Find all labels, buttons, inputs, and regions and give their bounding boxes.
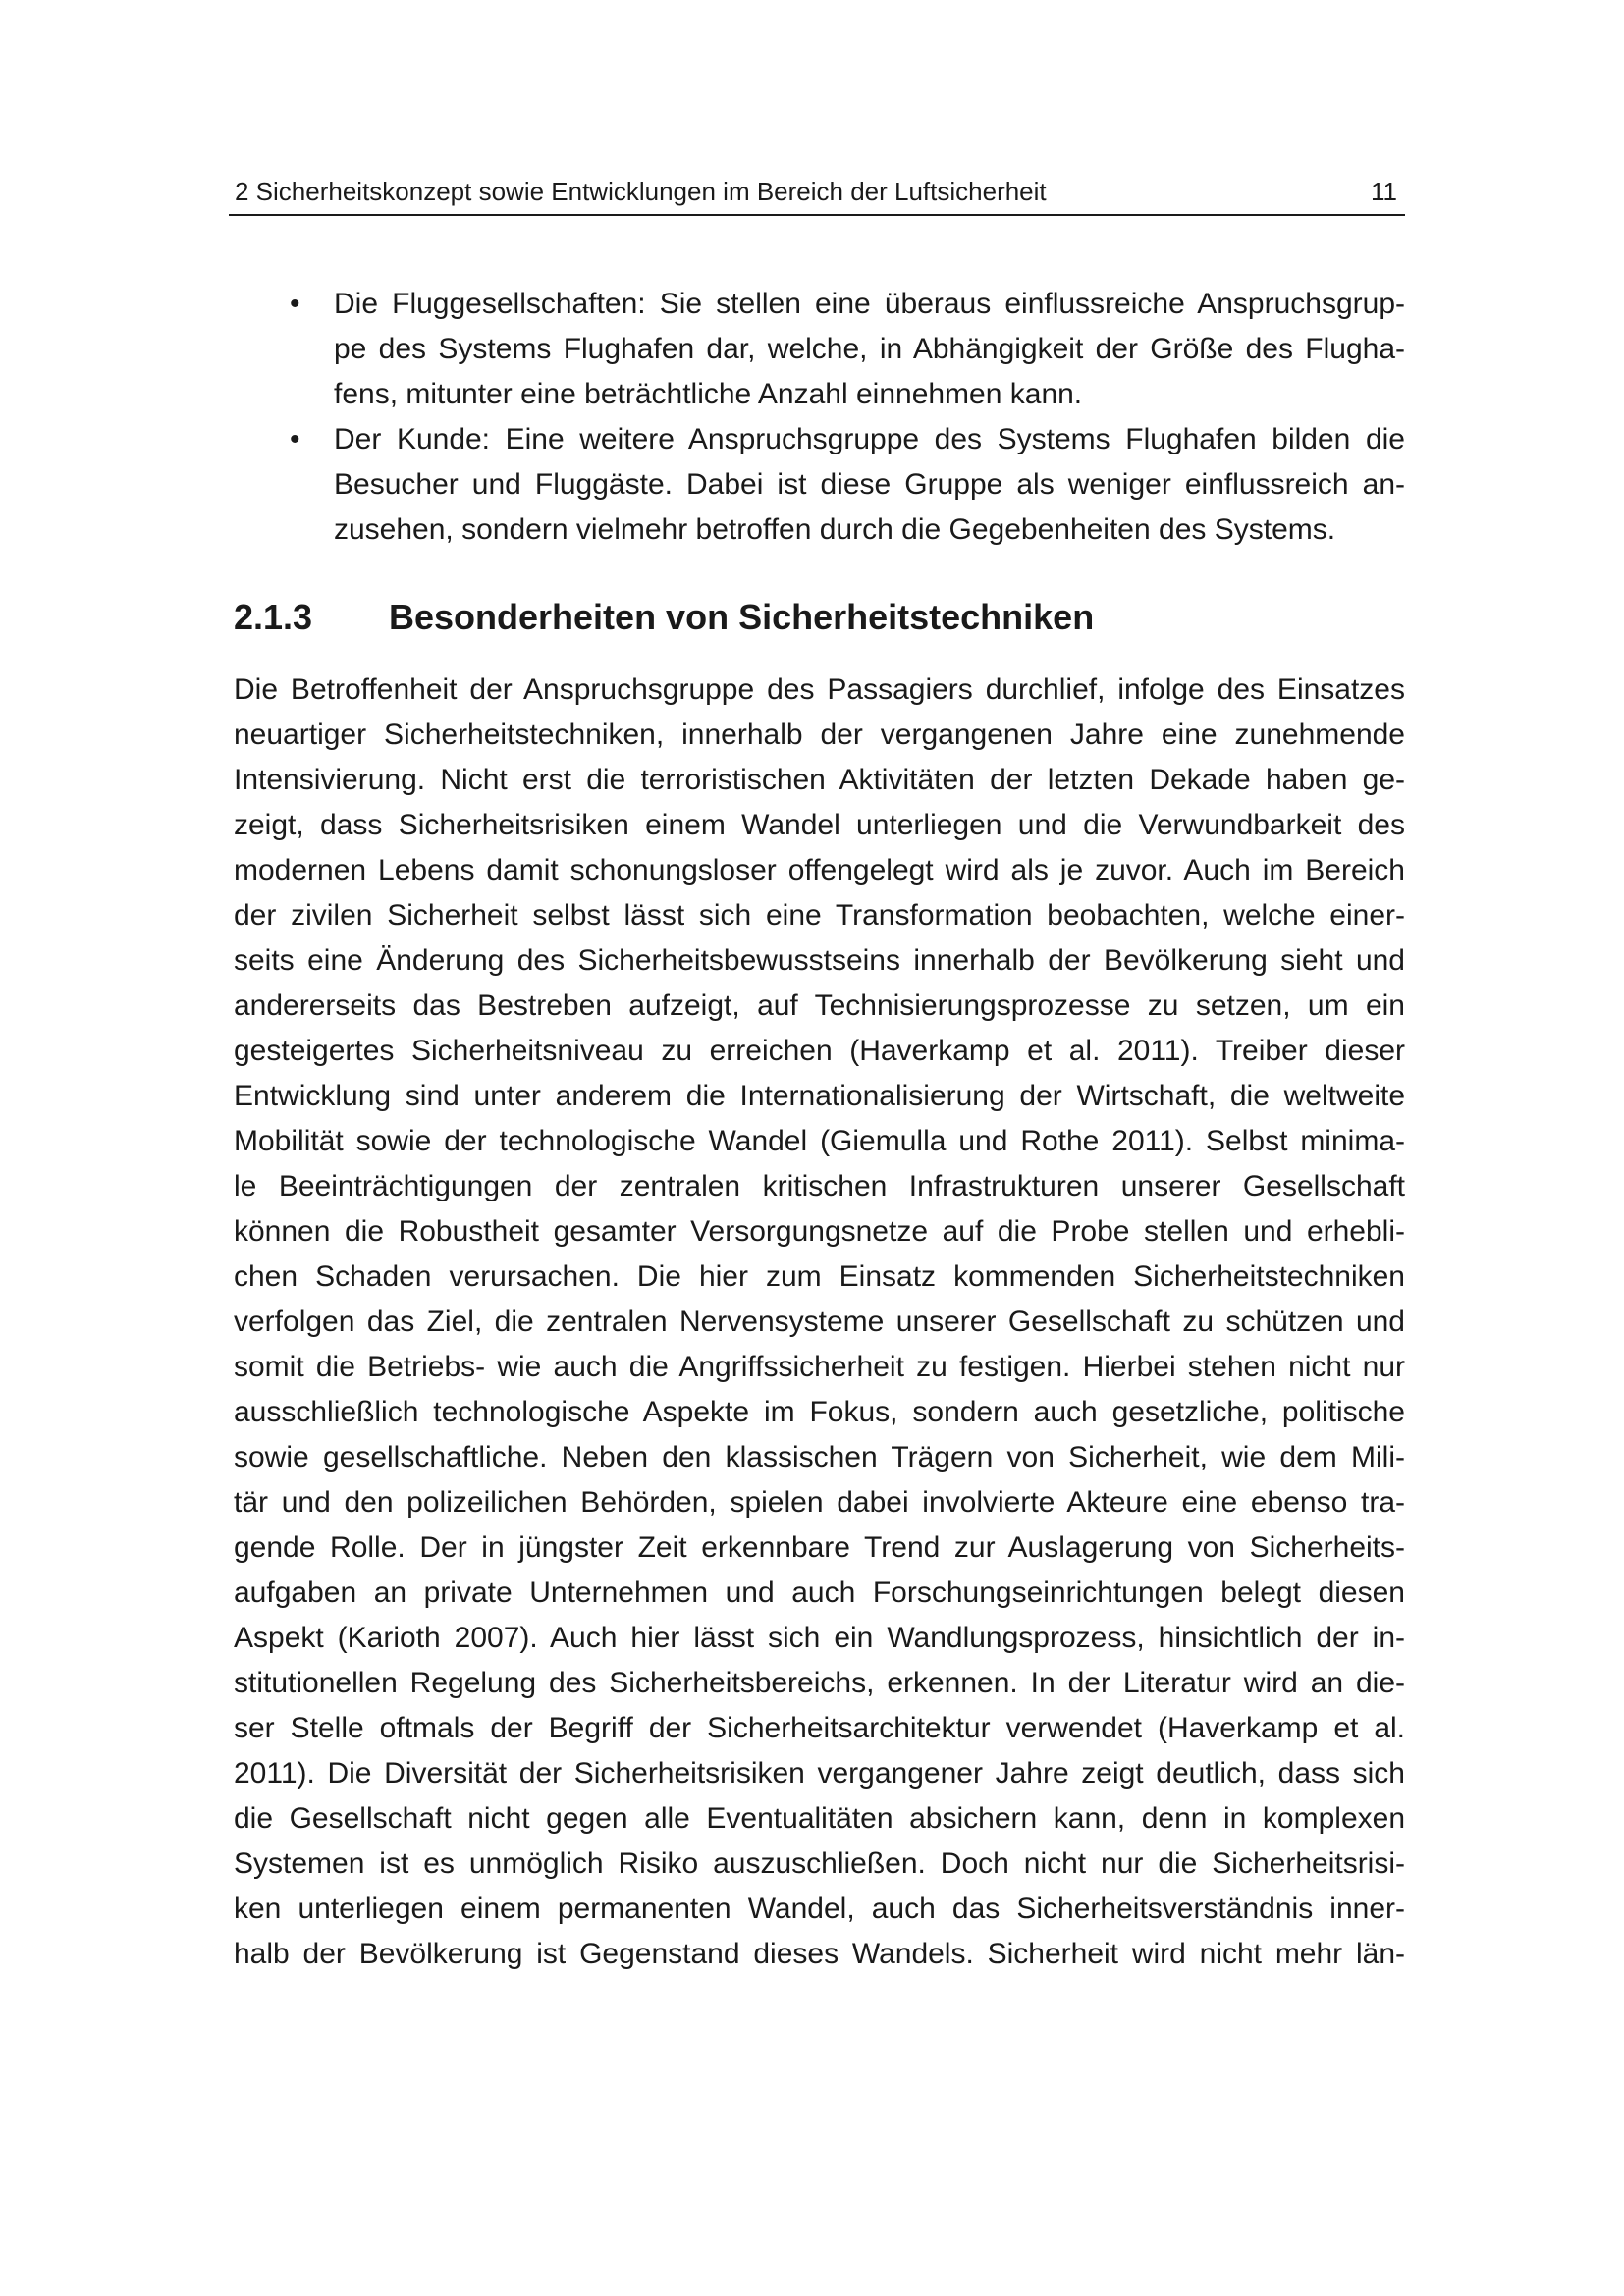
- body-paragraph: [234, 667, 1405, 1977]
- page-number: 11: [1371, 177, 1397, 206]
- paragraph-line: der zivilen Sicherheit selbst lässt sich eine Transformation beobachten, welche einer-: [234, 899, 1405, 932]
- paragraph-line: Systemen ist es unmöglich Risiko auszuschließen. Doch nicht nur die Sicherheitsrisi-: [234, 1847, 1405, 1880]
- header-title: 2 Sicherheitskonzept sowie Entwicklungen im Bereich der Luftsicherheit: [235, 177, 1047, 206]
- paragraph-line: Aspekt (Karioth 2007). Auch hier lässt sich ein Wandlungsprozess, hinsichtlich der in-: [234, 1622, 1405, 1654]
- paragraph-line: ken unterliegen einem permanenten Wandel, auch das Sicherheitsverständnis inner-: [234, 1893, 1405, 1925]
- paragraph-line: verfolgen das Ziel, die zentralen Nervensysteme unserer Gesellschaft zu schützen und: [234, 1306, 1405, 1338]
- bullet-line: Die Fluggesellschaften: Sie stellen eine überaus einflussreiche Anspruchsgrup-: [334, 288, 1405, 320]
- section-heading: [234, 594, 1094, 641]
- running-header: [229, 175, 1405, 216]
- paragraph-line: ser Stelle oftmals der Begriff der Sicherheitsarchitektur verwendet (Haverkamp et al.: [234, 1712, 1405, 1744]
- paragraph-line: tär und den polizeilichen Behörden, spielen dabei involvierte Akteure eine ebenso tra-: [234, 1486, 1405, 1519]
- paragraph-line: die Gesellschaft nicht gegen alle Eventualitäten absichern kann, denn in komplexen: [234, 1802, 1405, 1835]
- paragraph-line: modernen Lebens damit schonungsloser offengelegt wird als je zuvor. Auch im Bereich: [234, 854, 1405, 886]
- bullet-line: Besucher und Fluggäste. Dabei ist diese Gruppe als weniger einflussreich an-: [334, 468, 1405, 501]
- bullet-line: Der Kunde: Eine weitere Anspruchsgruppe des Systems Flughafen bilden die: [334, 423, 1405, 455]
- section-title: Besonderheiten von Sicherheitstechniken: [389, 597, 1095, 637]
- paragraph-line: seits eine Änderung des Sicherheitsbewusstseins innerhalb der Bevölkerung sieht und: [234, 944, 1405, 977]
- paragraph-line: le Beeinträchtigungen der zentralen kritischen Infrastrukturen unserer Gesellschaft: [234, 1170, 1405, 1202]
- paragraph-line: halb der Bevölkerung ist Gegenstand dieses Wandels. Sicherheit wird nicht mehr län-: [234, 1938, 1405, 1970]
- paragraph-line: Intensivierung. Nicht erst die terroristischen Aktivitäten der letzten Dekade haben ge-: [234, 764, 1405, 796]
- paragraph-line: 2011). Die Diversität der Sicherheitsrisiken vergangener Jahre zeigt deutlich, dass sich: [234, 1757, 1405, 1789]
- paragraph-line: Entwicklung sind unter anderem die Internationalisierung der Wirtschaft, die weltweite: [234, 1080, 1405, 1112]
- bullet-item-fluggesellschaften: [229, 282, 1405, 417]
- bullet-icon: •: [290, 423, 300, 455]
- paragraph-line: Die Betroffenheit der Anspruchsgruppe des Passagiers durchlief, infolge des Einsatzes: [234, 673, 1405, 706]
- paragraph-line: aufgaben an private Unternehmen und auch Forschungseinrichtungen belegt diesen: [234, 1576, 1405, 1609]
- bullet-line: zusehen, sondern vielmehr betroffen durch die Gegebenheiten des Systems.: [334, 513, 1336, 546]
- paragraph-line: gesteigertes Sicherheitsniveau zu erreichen (Haverkamp et al. 2011). Treiber dieser: [234, 1035, 1405, 1067]
- bullet-item-kunde: [229, 417, 1405, 553]
- paragraph-line: somit die Betriebs- wie auch die Angriffssicherheit zu festigen. Hierbei stehen nicht nur: [234, 1351, 1405, 1383]
- bullet-line: pe des Systems Flughafen dar, welche, in Abhängigkeit der Größe des Flugha-: [334, 333, 1405, 365]
- paragraph-line: Mobilität sowie der technologische Wandel (Giemulla und Rothe 2011). Selbst minima-: [234, 1125, 1405, 1157]
- bullet-line: fens, mitunter eine beträchtliche Anzahl einnehmen kann.: [334, 378, 1083, 410]
- paragraph-line: gende Rolle. Der in jüngster Zeit erkennbare Trend zur Auslagerung von Sicherheits-: [234, 1531, 1405, 1564]
- paragraph-line: neuartiger Sicherheitstechniken, innerhalb der vergangenen Jahre eine zunehmende: [234, 719, 1405, 751]
- paragraph-line: stitutionellen Regelung des Sicherheitsbereichs, erkennen. In der Literatur wird an die-: [234, 1667, 1405, 1699]
- paragraph-line: können die Robustheit gesamter Versorgungsnetze auf die Probe stellen und erhebli-: [234, 1215, 1405, 1248]
- paragraph-line: zeigt, dass Sicherheitsrisiken einem Wandel unterliegen und die Verwundbarkeit des: [234, 809, 1405, 841]
- paragraph-line: ausschließlich technologische Aspekte im Fokus, sondern auch gesetzliche, politische: [234, 1396, 1405, 1428]
- bullet-icon: •: [290, 288, 300, 320]
- paragraph-line: chen Schaden verursachen. Die hier zum Einsatz kommenden Sicherheitstechniken: [234, 1260, 1405, 1293]
- bullet-list: [229, 282, 1405, 553]
- section-number: 2.1.3: [234, 597, 313, 637]
- paragraph-line: andererseits das Bestreben aufzeigt, auf Technisierungsprozesse zu setzen, um ein: [234, 989, 1405, 1022]
- paragraph-line: sowie gesellschaftliche. Neben den klassischen Trägern von Sicherheit, wie dem Mili-: [234, 1441, 1405, 1473]
